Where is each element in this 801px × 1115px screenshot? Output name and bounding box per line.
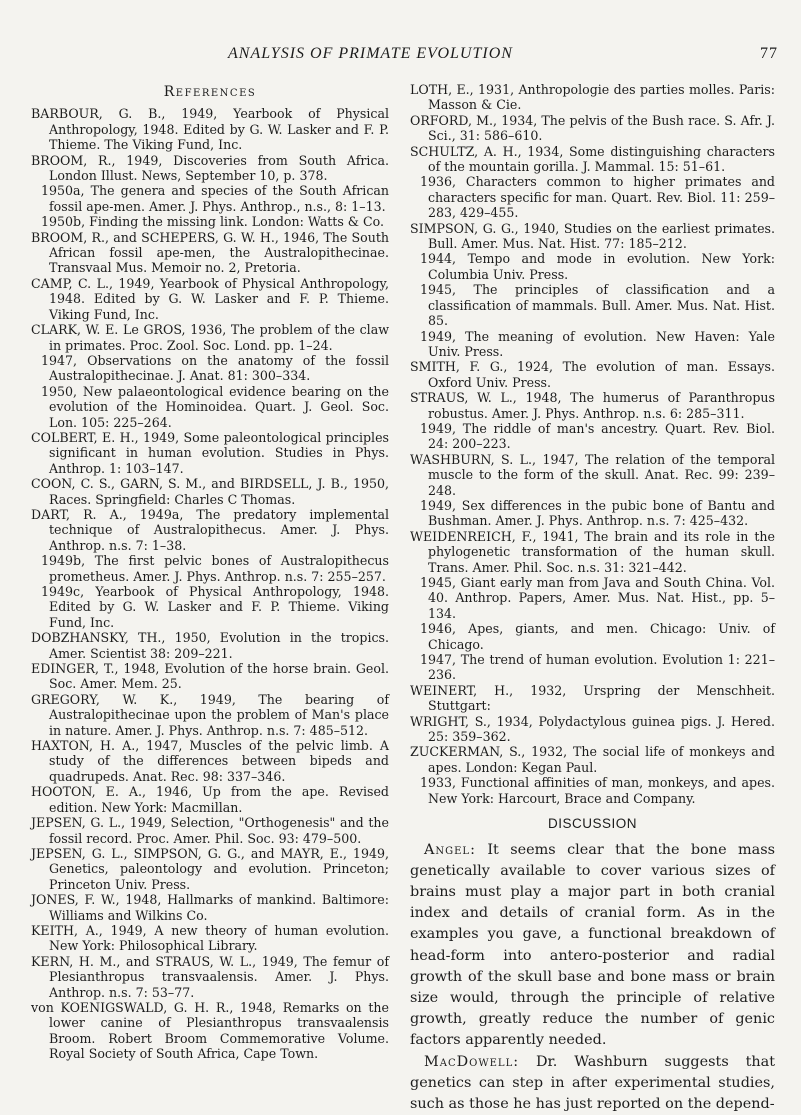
reference-entry: SMITH, F. G., 1924, The evolution of man. Essays. Oxford Univ. Press. [410,359,775,390]
reference-entry: BARBOUR, G. B., 1949, Yearbook of Physical Anthropology, 1948. Edited by G. W. Lasker and F. P. Thieme. The Viking Fund, Inc. [31,106,389,152]
reference-entry: 1945, Giant early man from Java and South China. Vol. 40. Anthrop. Papers, Amer. Mus. Nat. Hist., pp. 5–134. [410,575,775,621]
reference-entry: 1949, Sex differences in the pubic bone of Bantu and Bushman. Amer. J. Phys. Anthrop. n.s. 7: 425–432. [410,498,775,529]
page-number: 77 [760,45,778,63]
reference-entry: 1950, New palaeontological evidence bearing on the evolution of the Hominoidea. Quart. J. Geol. Soc. Lon. 105: 225–264. [31,384,389,430]
reference-entry: LOTH, E., 1931, Anthropologie des parties molles. Paris: Masson & Cie. [410,82,775,113]
reference-entry: KERN, H. M., and STRAUS, W. L., 1949, The femur of Plesianthropus transvaalensis. Amer. J. Phys. Anthrop. n.s. 7: 53–77. [31,954,389,1000]
references-heading: References [31,85,389,100]
reference-entry: JEPSEN, G. L., 1949, Selection, "Orthogenesis" and the fossil record. Proc. Amer. Phil. Soc. 93: 479–500. [31,815,389,846]
reference-list-left [31,106,389,1061]
discussion-heading: DISCUSSION [410,816,775,831]
discussion-paragraph [410,1052,775,1115]
reference-entry: EDINGER, T., 1948, Evolution of the horse brain. Geol. Soc. Amer. Mem. 25. [31,661,389,692]
reference-entry: WASHBURN, S. L., 1947, The relation of the temporal muscle to the form of the skull. Anat. Rec. 99: 239–248. [410,452,775,498]
reference-entry: STRAUS, W. L., 1948, The humerus of Paranthropus robustus. Amer. J. Phys. Anthrop. n.s. 6: 285–311. [410,390,775,421]
reference-entry: 1947, The trend of human evolution. Evolution 1: 221–236. [410,652,775,683]
reference-entry: 1949, The riddle of man's ancestry. Quart. Rev. Biol. 24: 200–223. [410,421,775,452]
reference-entry: DART, R. A., 1949a, The predatory implemental technique of Australopithecus. Amer. J. Phys. Anthrop. n.s. 7: 1–38. [31,507,389,553]
speaker-name: Angel: [424,842,476,858]
running-header [0,40,801,64]
reference-entry: 1950a, The genera and species of the South African fossil ape-men. Amer. J. Phys. Anthrop., n.s., 8: 1–13. [31,183,389,214]
right-column [410,82,775,1115]
reference-entry: SCHULTZ, A. H., 1934, Some distinguishing characters of the mountain gorilla. J. Mammal. 15: 51–61. [410,144,775,175]
reference-entry: ORFORD, M., 1934, The pelvis of the Bush race. S. Afr. J. Sci., 31: 586–610. [410,113,775,144]
reference-entry: CLARK, W. E. Le GROS, 1936, The problem of the claw in primates. Proc. Zool. Soc. Lond. pp. 1–24. [31,322,389,353]
reference-entry: 1949, The meaning of evolution. New Haven: Yale Univ. Press. [410,329,775,360]
reference-entry: CAMP, C. L., 1949, Yearbook of Physical Anthropology, 1948. Edited by G. W. Lasker and F. P. Thieme. Viking Fund, Inc. [31,276,389,322]
reference-entry: WRIGHT, S., 1934, Polydactylous guinea pigs. J. Hered. 25: 359–362. [410,714,775,745]
reference-entry: COON, C. S., GARN, S. M., and BIRDSELL, J. B., 1950, Races. Springfield: Charles C Thomas. [31,476,389,507]
reference-entry: 1947, Observations on the anatomy of the fossil Australopithecinae. J. Anat. 81: 300–334. [31,353,389,384]
left-column [31,82,389,1062]
reference-entry: JONES, F. W., 1948, Hallmarks of mankind. Baltimore: Williams and Wilkins Co. [31,892,389,923]
discussion-paragraph [410,840,775,1052]
discussion-text: It seems clear that the bone mass genetically available to cover various sizes of brains must play a major part in both cranial index and details of cranial form. As in the examples you gave, a functional breakdown of head-form into antero-posterior and radial growth of the skull base and bone mass or brain size would, through the principle of relative growth, greatly reduce the number of genic factors apparently needed. [410,842,775,1049]
reference-entry: WEIDENREICH, F., 1941, The brain and its role in the phylogenetic transformation of the human skull. Trans. Amer. Phil. Soc. n.s. 31: 321–442. [410,529,775,575]
reference-entry: 1946, Apes, giants, and men. Chicago: Univ. of Chicago. [410,621,775,652]
reference-entry: SIMPSON, G. G., 1940, Studies on the earliest primates. Bull. Amer. Mus. Nat. Hist. 77: 185–212. [410,221,775,252]
running-title: ANALYSIS OF PRIMATE EVOLUTION [228,45,513,63]
reference-entry: COLBERT, E. H., 1949, Some paleontological principles significant in human evolution. Studies in Phys. Anthrop. 1: 103–147. [31,430,389,476]
discussion-body [410,840,775,1115]
reference-entry: ZUCKERMAN, S., 1932, The social life of monkeys and apes. London: Kegan Paul. [410,744,775,775]
discussion-text: Dr. Washburn suggests that genetics can step in after experimental studies, such as those he has just reported on the depend- [410,1054,775,1112]
reference-entry: DOBZHANSKY, TH., 1950, Evolution in the tropics. Amer. Scientist 38: 209–221. [31,630,389,661]
reference-entry: HAXTON, H. A., 1947, Muscles of the pelvic limb. A study of the differences between bipeds and quadrupeds. Anat. Rec. 98: 337–346. [31,738,389,784]
reference-entry: 1936, Characters common to higher primates and characters specific for man. Quart. Rev. Biol. 11: 259–283, 429–455. [410,174,775,220]
reference-entry: 1944, Tempo and mode in evolution. New York: Columbia Univ. Press. [410,251,775,282]
reference-entry: WEINERT, H., 1932, Urspring der Menschheit. Stuttgart: [410,683,775,714]
reference-entry: 1949b, The first pelvic bones of Australopithecus prometheus. Amer. J. Phys. Anthrop. n.s. 7: 255–257. [31,553,389,584]
reference-entry: BROOM, R., and SCHEPERS, G. W. H., 1946, The South African fossil ape-men, the Australopithecinae. Transvaal Mus. Memoir no. 2, Pretoria. [31,230,389,276]
reference-entry: von KOENIGSWALD, G. H. R., 1948, Remarks on the lower canine of Plesianthropus transvaalensis Broom. Robert Broom Commemorative Volume. Royal Society of South Africa, Cape Town. [31,1000,389,1062]
reference-entry: 1945, The principles of classification and a classification of mammals. Bull. Amer. Mus. Nat. Hist. 85. [410,282,775,328]
speaker-name: MacDowell: [424,1054,519,1070]
reference-entry: JEPSEN, G. L., SIMPSON, G. G., and MAYR, E., 1949, Genetics, paleontology and evolution. Princeton; Princeton Univ. Press. [31,846,389,892]
reference-entry: GREGORY, W. K., 1949, The bearing of Australopithecinae upon the problem of Man's place in nature. Amer. J. Phys. Anthrop. n.s. 7: 485–512. [31,692,389,738]
reference-entry: 1933, Functional affinities of man, monkeys, and apes. New York: Harcourt, Brace and Company. [410,775,775,806]
reference-entry: HOOTON, E. A., 1946, Up from the ape. Revised edition. New York: Macmillan. [31,784,389,815]
reference-entry: 1949c, Yearbook of Physical Anthropology, 1948. Edited by G. W. Lasker and F. P. Thieme. Viking Fund, Inc. [31,584,389,630]
reference-entry: BROOM, R., 1949, Discoveries from South Africa. London Illust. News, September 10, p. 378. [31,153,389,184]
reference-entry: KEITH, A., 1949, A new theory of human evolution. New York: Philosophical Library. [31,923,389,954]
reference-list-right [410,82,775,806]
reference-entry: 1950b, Finding the missing link. London: Watts & Co. [31,214,389,229]
